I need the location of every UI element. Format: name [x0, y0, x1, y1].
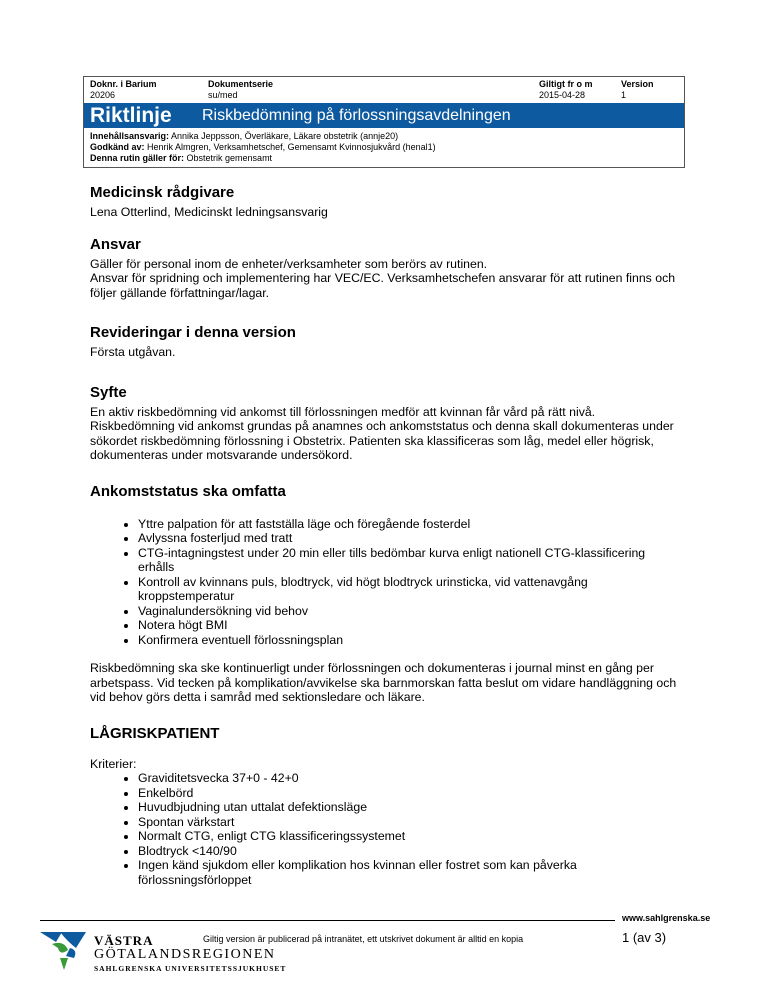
rev-heading: Revideringar i denna version	[90, 324, 296, 341]
footer-divider	[40, 920, 615, 921]
document-title: Riskbedömning på förlossningsavdelningen	[202, 107, 511, 124]
list-item: • Ingen känd sjukdom eller komplikation hos kvinnan eller fostret som kan påverka förlossningsförloppet	[138, 858, 680, 887]
list-item: • Notera högt BMI	[138, 618, 680, 633]
giltigt-label: Giltigt fr o m	[539, 79, 593, 89]
ankomst-heading: Ankomststatus ska omfatta	[90, 482, 286, 500]
section-ansvar	[90, 236, 680, 301]
section-ankomststatus	[90, 483, 680, 705]
doknr-label: Doknr. i Barium	[90, 79, 157, 89]
list-item: • Graviditetsvecka 37+0 - 42+0	[138, 771, 680, 786]
radgivare-heading: Medicinsk rådgivare	[90, 184, 235, 201]
ankomst-after-text: Riskbedömning ska ske kontinuerligt under förlossningen och dokumenteras i journal minst en gång per arbetspass. Vid tecken på komplikation/avvikelse ska barnmorskan fatta beslut om vidare handläggning och vid behov görs detta i samråd med sektionsledare och läkare.	[90, 661, 677, 704]
list-item: • Huvudbjudning utan uttalat defektionsläge	[138, 800, 680, 815]
version-block	[621, 79, 654, 101]
galler-value: Obstetrik gemensamt	[186, 153, 273, 163]
syfte-heading: Syfte	[90, 383, 127, 401]
section-radgivare	[90, 184, 680, 220]
serie-label: Dokumentserie	[208, 79, 274, 89]
ansvar-text-2: Ansvar för spridning och implementering har VEC/EC. Verksamhetschefen ansvarar för att rutinen finns och följer gällande författningar/lagar.	[90, 271, 676, 300]
list-item: • Avlyssna fosterljud med tratt	[138, 531, 680, 546]
list-item: • Spontan värkstart	[138, 815, 680, 830]
list-item: • Yttre palpation för att fastställa läge och föregående fosterdel	[138, 517, 680, 532]
logo-text-line3: SAHLGRENSKA UNIVERSITETSSJUKHUSET	[94, 964, 287, 973]
serie-value: su/med	[208, 90, 238, 100]
list-item: • Kontroll av kvinnans puls, blodtryck, vid högt blodtryck urinsticka, vid vattenavgång kroppstemperatur	[138, 575, 680, 604]
logo-text-line2: GÖTALANDSREGIONEN	[94, 947, 276, 962]
giltigt-block	[539, 79, 593, 101]
lagrisk-kriterier-label: Kriterier:	[90, 756, 137, 771]
logo-text-line1: VÄSTRA	[94, 933, 154, 948]
list-item: • Konfirmera eventuell förlossningsplan	[138, 633, 680, 648]
galler-label: Denna rutin gäller för:	[90, 153, 185, 163]
ansvar-heading: Ansvar	[90, 235, 141, 253]
section-lagrisk	[90, 725, 680, 888]
list-item: • Normalt CTG, enligt CTG klassificeringssystemet	[138, 829, 680, 844]
document-header	[83, 76, 685, 168]
list-item: • CTG-intagningstest under 20 min eller tills bedömbar kurva enligt nationell CTG-klassificering erhålls	[138, 546, 680, 575]
title-band	[84, 103, 684, 128]
lagrisk-list	[90, 771, 680, 887]
vgr-logo	[38, 928, 287, 977]
doknr-block	[90, 79, 157, 101]
page-number: 1 (av 3)	[622, 930, 667, 945]
section-syfte	[90, 384, 680, 463]
list-item: • Vaginalundersökning vid behov	[138, 604, 680, 619]
lagrisk-heading: LÅGRISKPATIENT	[90, 724, 220, 742]
ankomst-list	[90, 517, 680, 648]
footer-note: Giltig version är publicerad på intranätet, ett utskrivet dokument är alltid en kopia	[203, 934, 524, 944]
section-revideringar	[90, 324, 680, 360]
version-label: Version	[621, 79, 654, 89]
godkand-value: Henrik Almgren, Verksamhetschef, Gemensamt Kvinnosjukvård (henal1)	[147, 142, 436, 152]
doknr-value: 20206	[90, 90, 116, 100]
rev-text: Första utgåvan.	[90, 345, 176, 359]
website-link[interactable]: www.sahlgrenska.se	[622, 913, 711, 923]
version-value: 1	[621, 90, 627, 100]
list-item: • Enkelbörd	[138, 786, 680, 801]
vgr-logo-icon	[38, 928, 90, 972]
ansvar-text-1: Gäller för personal inom de enheter/verksamheter som berörs av rutinen.	[90, 256, 488, 271]
responsibility-info	[90, 131, 436, 164]
document-body	[90, 184, 680, 903]
document-kind: Riktlinje	[90, 104, 172, 127]
godkand-label: Godkänd av:	[90, 142, 145, 152]
serie-block	[208, 79, 273, 101]
radgivare-text: Lena Otterlind, Medicinskt ledningsansvarig	[90, 205, 328, 219]
list-item: • Blodtryck <140/90	[138, 844, 680, 859]
ansvarig-label: Innehållsansvarig:	[90, 131, 170, 141]
ansvarig-value: Annika Jeppsson, Överläkare, Läkare obstetrik (annje20)	[171, 131, 399, 141]
syfte-text: En aktiv riskbedömning vid ankomst till förlossningen medför att kvinnan får vård på rätt nivå. Riskbedömning vid ankomst grundas på anamnes och ankomststatus och denna skall dokumenteras under sökordet riskbedömning förlossning i Obstetrix. Patienten ska klassificeras som låg, medel eller högrisk, dokumenteras under motsvarande undersökord.	[90, 404, 674, 462]
giltigt-value: 2015-04-28	[539, 90, 586, 100]
